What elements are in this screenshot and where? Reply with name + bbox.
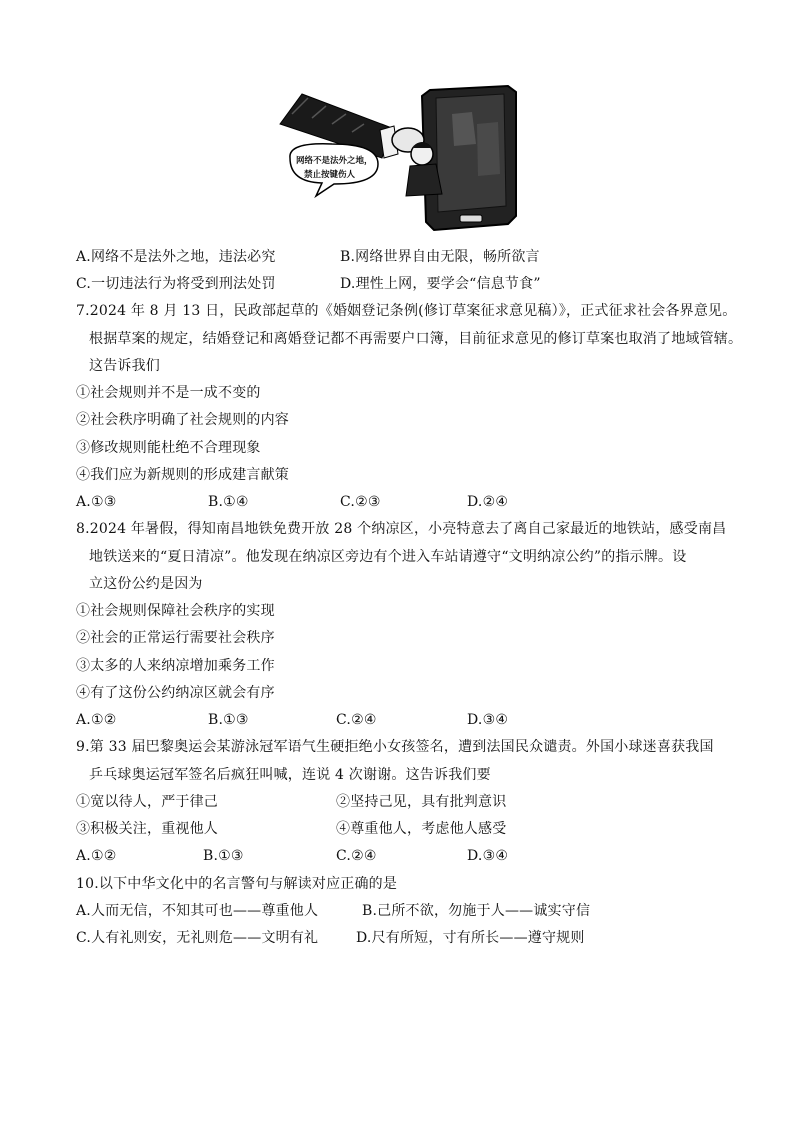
q9-item-1: ①宽以待人，严于律己 — [76, 794, 218, 810]
q7-stem-line1: 7.2024 年 8 月 13 日，民政部起草的《婚姻登记条例(修订草案征求意见稿）》，正式征求社会各界意见。 — [76, 303, 737, 319]
q7-item-2: ②社会秩序明确了社会规则的内容 — [76, 412, 289, 428]
bubble-text-line2: 禁止按键伤人 — [304, 170, 356, 180]
q7-option-c: C.②③ — [340, 494, 381, 510]
bubble-text-line1: 网络不是法外之地， — [296, 156, 373, 166]
q8-option-d: D.③④ — [467, 712, 509, 728]
q8-item-1: ①社会规则保障社会秩序的实现 — [76, 603, 275, 619]
q7-item-4: ④我们应为新规则的形成建言献策 — [76, 467, 289, 483]
q6-option-a: A.网络不是法外之地，违法必究 — [76, 249, 276, 265]
q9-option-b: B.①③ — [203, 848, 244, 864]
q7-option-d: D.②④ — [467, 494, 509, 510]
q6-option-d: D.理性上网，要学会“信息节食” — [340, 276, 541, 292]
q10-option-a: A.人而无信，不知其可也——尊重他人 — [76, 903, 319, 919]
q7-stem-line2: 根据草案的规定，结婚登记和离婚登记都不再需要户口簿，目前征求意见的修订草案也取消了地域管辖。 — [89, 331, 743, 347]
q9-item-2: ②坚持己见，具有批判意识 — [336, 794, 507, 810]
q8-stem-line3: 立这份公约是因为 — [89, 576, 203, 592]
q10-stem: 10.以下中华文化中的名言警句与解读对应正确的是 — [76, 876, 398, 892]
q9-item-3: ③积极关注，重视他人 — [76, 821, 218, 837]
q8-stem-line1: 8.2024 年暑假，得知南昌地铁免费开放 28 个纳凉区，小亮特意去了离自己家最近的地铁站，感受南昌 — [76, 521, 727, 537]
q10-option-b: B.己所不欲，勿施于人——诚实守信 — [362, 903, 591, 919]
q8-stem-line2: 地铁送来的“夏日清凉”。他发现在纳凉区旁边有个进入车站请遵守“文明纳凉公约”的指示牌。设 — [89, 549, 687, 565]
q10-option-d: D.尺有所短，寸有所长——遵守规则 — [356, 930, 585, 946]
q9-option-a: A.①② — [76, 848, 117, 864]
q9-item-4: ④尊重他人，考虑他人感受 — [336, 821, 507, 837]
q9-stem-line2: 乒乓球奥运冠军签名后疯狂叫喊，连说 4 次谢谢。这告诉我们要 — [89, 767, 491, 783]
q7-item-3: ③修改规则能杜绝不合理现象 — [76, 440, 261, 456]
q8-item-2: ②社会的正常运行需要社会秩序 — [76, 630, 275, 646]
q6-option-c: C.一切违法行为将受到刑法处罚 — [76, 276, 276, 292]
q7-item-1: ①社会规则并不是一成不变的 — [76, 385, 261, 401]
q8-option-b: B.①③ — [208, 712, 249, 728]
cartoon-illustration — [272, 84, 520, 232]
q7-option-b: B.①④ — [208, 494, 249, 510]
q8-item-3: ③太多的人来纳凉增加乘务工作 — [76, 658, 275, 674]
q7-option-a: A.①③ — [76, 494, 117, 510]
q9-stem-line1: 9.第 33 届巴黎奥运会某游泳冠军语气生硬拒绝小女孩签名，遭到法国民众谴责。外国小球迷喜获我国 — [76, 739, 714, 755]
q10-option-c: C.人有礼则安，无礼则危——文明有礼 — [76, 930, 319, 946]
q8-option-a: A.①② — [76, 712, 117, 728]
q9-option-d: D.③④ — [467, 848, 509, 864]
q9-option-c: C.②④ — [336, 848, 377, 864]
q8-option-c: C.②④ — [336, 712, 377, 728]
q7-stem-line3: 这告诉我们 — [89, 358, 160, 374]
q8-item-4: ④有了这份公约纳凉区就会有序 — [76, 685, 275, 701]
q6-option-b: B.网络世界自由无限，畅所欲言 — [340, 249, 540, 265]
